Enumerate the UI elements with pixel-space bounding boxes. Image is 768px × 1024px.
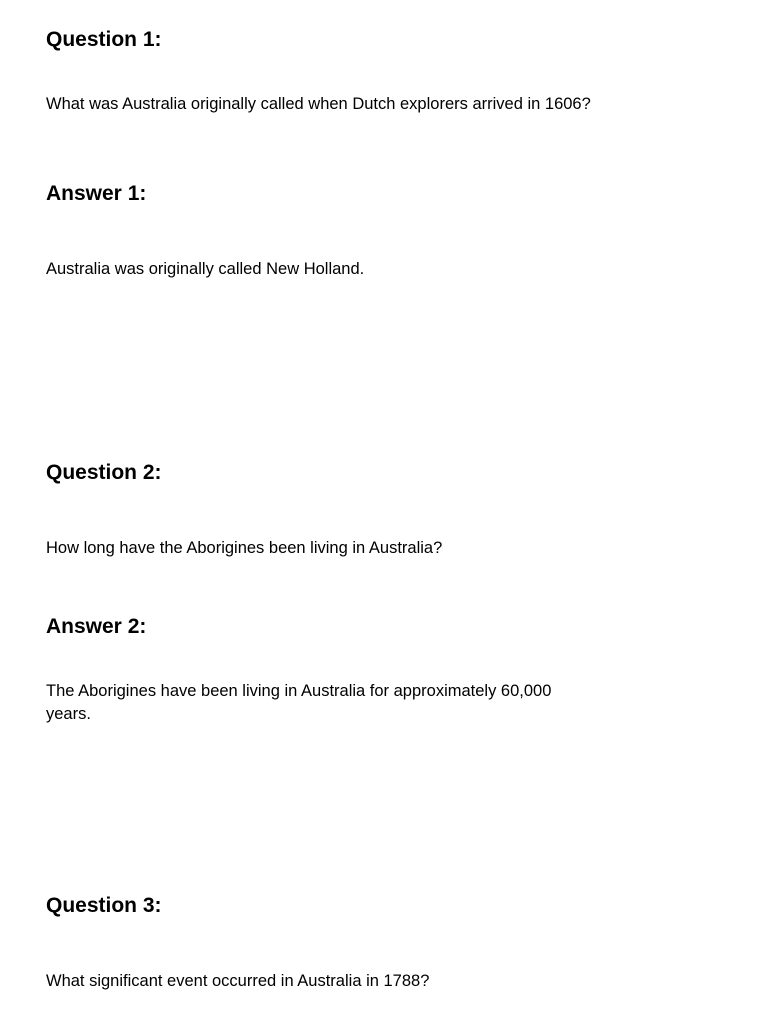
question-2-heading: Question 2: [46, 461, 162, 484]
answer-2-text: The Aborigines have been living in Australia for approximately 60,000 years. [46, 682, 552, 723]
question-2-text: How long have the Aborigines been living in Australia? [46, 539, 443, 557]
answer-1-text: Australia was originally called New Holland. [46, 260, 365, 278]
answer-1-heading: Answer 1: [46, 182, 147, 205]
question-1-heading: Question 1: [46, 28, 162, 51]
question-3-text: What significant event occurred in Australia in 1788? [46, 972, 430, 990]
question-1-text: What was Australia originally called when Dutch explorers arrived in 1606? [46, 95, 591, 113]
question-3-heading: Question 3: [46, 894, 162, 917]
answer-2-heading: Answer 2: [46, 615, 147, 638]
